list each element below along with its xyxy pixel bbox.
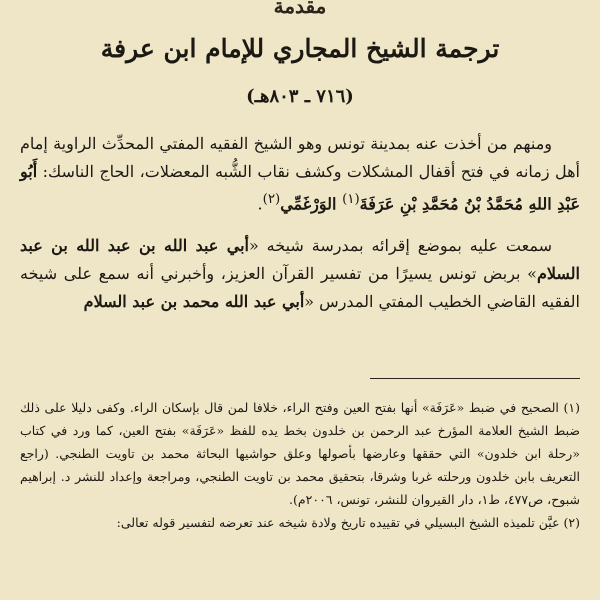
date-range: (٧١٦ ـ ٨٠٣هـ) xyxy=(246,86,354,107)
page-title: ترجمة الشيخ المجاري للإمام ابن عرفة xyxy=(100,34,500,63)
footnote-separator xyxy=(370,378,580,379)
footnote-ref-2: (٢) xyxy=(262,192,281,207)
paragraph-2-text-a: سمعت عليه بموضع إقرائه بمدرسة شيخه « xyxy=(248,236,553,256)
paragraph-2-text-b: » بربض تونس يسيرًا من تفسير القرآن العزيز، وأخبرني أنه سمع على شيخه الفقيه القاضي الخطيب المفتي المدرس « xyxy=(20,264,580,312)
scholar-name: أَبُو عَبْدِ اللهِ مُحَمَّدُ بْنُ مُحَمَّدِ بْنِ عَرَفَةَ xyxy=(20,162,580,214)
paragraph-1-end: . xyxy=(257,194,263,214)
running-header: مقدمة xyxy=(273,0,327,18)
footnotes xyxy=(20,396,580,534)
teacher-name-1: أبي عبد الله بن عبد الله بن عبد السلام xyxy=(20,236,580,284)
footnote-2: (٢) عيَّن تلميذه الشيخ البسيلي في تقييده تاريخ ولادة شيخه عند تعرضه لتفسير قوله تعالى: xyxy=(116,515,580,530)
paragraph-1-text: ومنهم من أخذت عنه بمدينة تونس وهو الشيخ الفقيه المفتي المحدِّث الراوية إمام أهل زمانه في فتح أقفال المشكلات وكشف نقاب الشُّبه المعضلات، الحاج الناسك: xyxy=(20,134,580,181)
footnote-ref-1: (١) xyxy=(342,192,360,207)
main-text xyxy=(20,130,580,330)
paragraph-2 xyxy=(20,232,580,316)
paragraph-1 xyxy=(20,130,580,218)
footnote-1: (١) الصحيح في ضبط «عَرَفَة» أنها بفتح العين وفتح الراء، خلافا لمن قال بإسكان الراء. وكفى دليلا على ذلك ضبط الشيخ العلامة المؤرخ عبد الرحمن بن خلدون بخط يده للفظ «عَرَفَة» بفتح العين، كما ورد في كتاب «رحلة ابن خلدون» التي حققها وعارضها بأصولها وعلق حواشيها البحاثة محمد بن تاويت الطنجي. (راجع التعريف بابن خلدون ورحلته غربا وشرقا، بتحقيق محمد بن تاويت الطنجي، ومراجعة وإعداد للنشر د. إبراهيم شبوح، ص٤٧٧، ط١، دار القيروان للنشر، تونس، ٢٠٠٦م). xyxy=(20,400,580,507)
teacher-name-2: أبي عبد الله محمد بن عبد السلام xyxy=(83,292,305,312)
scholar-nisba: الوَرْغَمِّي xyxy=(280,194,343,214)
